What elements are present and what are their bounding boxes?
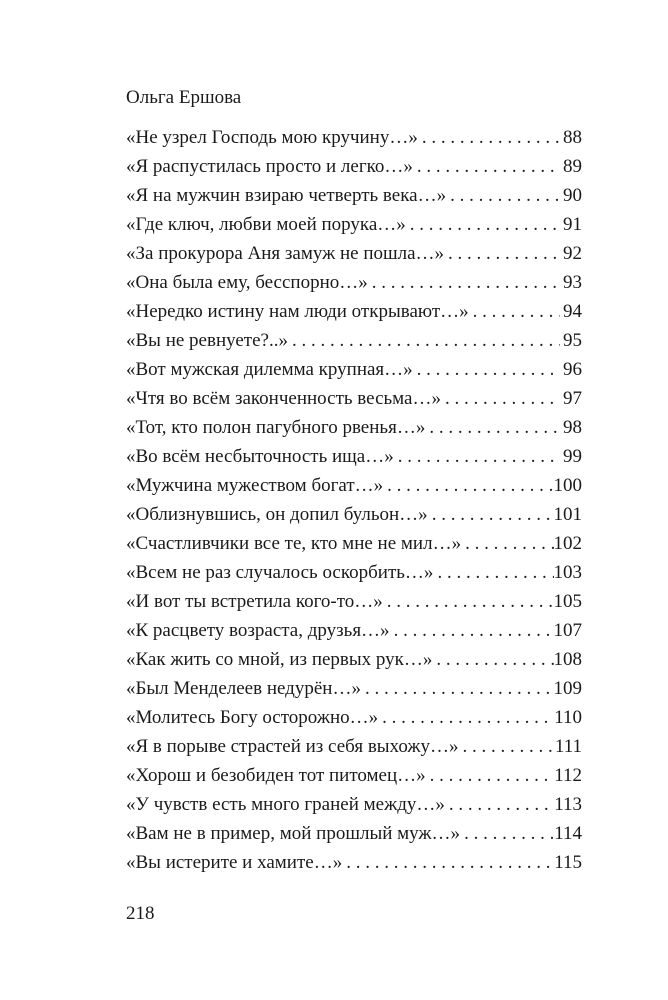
toc-dot-leader — [432, 645, 553, 674]
toc-entry — [126, 645, 582, 674]
toc-entry-title: «Я распустилась просто и легко…» — [126, 156, 413, 177]
toc-entry-title: «Во всём несбыточность ища…» — [126, 446, 394, 467]
toc-entry-title: «Чтя во всём законченность весьма…» — [126, 388, 441, 409]
toc-entry — [126, 471, 582, 500]
toc-dot-leader — [394, 442, 560, 471]
toc-entry-page: 95 — [563, 330, 582, 351]
toc-entry-title: «К расцвету возраста, друзья…» — [126, 620, 390, 641]
toc-entry — [126, 152, 582, 181]
toc-entry — [126, 819, 582, 848]
toc-entry-title: «Мужчина мужеством богат…» — [126, 475, 384, 496]
toc-entry-title: «За прокурора Аня замуж не пошла…» — [126, 243, 445, 264]
toc-dot-leader — [460, 819, 554, 848]
toc-entry-title: «Вы истерите и хамите…» — [126, 852, 343, 873]
toc-entry-title: «Вам не в пример, мой прошлый муж…» — [126, 823, 461, 844]
toc-entry — [126, 384, 582, 413]
toc-dot-leader — [378, 703, 554, 732]
toc-entry-title: «Я в порыве страстей из себя выхожу…» — [126, 736, 459, 757]
toc-dot-leader — [446, 181, 560, 210]
toc-dot-leader — [361, 674, 554, 703]
toc-entry-title: «У чувств есть много граней между…» — [126, 794, 445, 815]
toc-entry — [126, 355, 582, 384]
toc-entry-title: «Счастливчики все те, кто мне не мил…» — [126, 533, 462, 554]
toc-entry-page: 115 — [554, 852, 582, 873]
toc-dot-leader — [418, 123, 560, 152]
toc-dot-leader — [426, 761, 555, 790]
toc-entry-title: «И вот ты встретила кого-то…» — [126, 591, 383, 612]
toc-dot-leader — [445, 790, 554, 819]
toc-entry-page: 93 — [563, 272, 582, 293]
toc-entry-page: 114 — [554, 823, 582, 844]
toc-entry — [126, 210, 582, 239]
toc-entry-page: 111 — [554, 736, 582, 757]
toc-entry — [126, 761, 582, 790]
toc-dot-leader — [383, 587, 554, 616]
toc-entry — [126, 442, 582, 471]
toc-dot-leader — [441, 384, 560, 413]
toc-entry-title: «Она была ему, бесспорно…» — [126, 272, 368, 293]
toc-entry-page: 100 — [553, 475, 582, 496]
toc-entry-page: 90 — [563, 185, 582, 206]
page-number: 218 — [126, 903, 155, 924]
toc-entry — [126, 500, 582, 529]
toc-entry — [126, 297, 582, 326]
toc-dot-leader — [413, 152, 560, 181]
toc-entry-title: «Был Менделеев недурён…» — [126, 678, 361, 699]
toc-entry — [126, 326, 582, 355]
toc-dot-leader — [368, 268, 560, 297]
toc-entry-page: 110 — [554, 707, 582, 728]
toc-entry-page: 105 — [553, 591, 582, 612]
toc-entry-title: «Как жить со мной, из первых рук…» — [126, 649, 433, 670]
toc-entry-page: 89 — [563, 156, 582, 177]
toc-entry — [126, 587, 582, 616]
toc-entry-page: 92 — [563, 243, 582, 264]
toc-dot-leader — [469, 297, 560, 326]
toc-entry-page: 109 — [553, 678, 582, 699]
toc-entry-page: 96 — [563, 359, 582, 380]
toc-dot-leader — [444, 239, 560, 268]
toc-entry — [126, 558, 582, 587]
toc-entry-title: «Вы не ревнуете?..» — [126, 330, 288, 351]
toc-dot-leader — [288, 326, 560, 355]
toc-dot-leader — [390, 616, 554, 645]
toc-entry — [126, 674, 582, 703]
toc-entry-page: 112 — [554, 765, 582, 786]
toc-entry-page: 101 — [553, 504, 582, 525]
toc-entry-page: 107 — [553, 620, 582, 641]
toc-entry — [126, 413, 582, 442]
toc-dot-leader — [458, 732, 554, 761]
toc-dot-leader — [383, 471, 553, 500]
running-head-author: Ольга Ершова — [126, 87, 242, 108]
toc-entry-title: «Я на мужчин взираю четверть века…» — [126, 185, 447, 206]
toc-entry-title: «Где ключ, любви моей порука…» — [126, 214, 406, 235]
toc-entry-page: 103 — [553, 562, 582, 583]
toc-entry — [126, 703, 582, 732]
toc-entry-title: «Тот, кто полон пагубного рвенья…» — [126, 417, 426, 438]
toc-dot-leader — [433, 558, 553, 587]
toc-entry-title: «Вот мужская дилемма крупная…» — [126, 359, 413, 380]
toc-dot-leader — [342, 848, 554, 877]
toc-entry — [126, 123, 582, 152]
toc-entry — [126, 529, 582, 558]
toc-entry-page: 102 — [553, 533, 582, 554]
toc-entry-page: 94 — [563, 301, 582, 322]
toc-entry-title: «Хорош и безобиден тот питомец…» — [126, 765, 426, 786]
toc-entry-title: «Всем не раз случалось оскорбить…» — [126, 562, 434, 583]
toc-entry-title: «Не узрел Господь мою кручину…» — [126, 127, 418, 148]
toc-entry-title: «Нередко истину нам люди открывают…» — [126, 301, 469, 322]
toc-entry — [126, 790, 582, 819]
toc-entry-title: «Облизнувшись, он допил бульон…» — [126, 504, 428, 525]
toc-entry — [126, 181, 582, 210]
table-of-contents — [126, 123, 582, 877]
toc-dot-leader — [461, 529, 553, 558]
toc-entry-title: «Молитесь Богу осторожно…» — [126, 707, 379, 728]
toc-entry-page: 108 — [553, 649, 582, 670]
toc-dot-leader — [406, 210, 560, 239]
toc-entry-page: 99 — [563, 446, 582, 467]
toc-dot-leader — [413, 355, 560, 384]
toc-entry-page: 113 — [554, 794, 582, 815]
toc-dot-leader — [428, 500, 554, 529]
toc-entry — [126, 732, 582, 761]
toc-entry-page: 91 — [563, 214, 582, 235]
toc-entry — [126, 848, 582, 877]
toc-entry — [126, 268, 582, 297]
toc-dot-leader — [425, 413, 560, 442]
toc-entry-page: 98 — [563, 417, 582, 438]
toc-entry-page: 97 — [563, 388, 582, 409]
toc-entry — [126, 239, 582, 268]
toc-entry-page: 88 — [563, 127, 582, 148]
toc-entry — [126, 616, 582, 645]
